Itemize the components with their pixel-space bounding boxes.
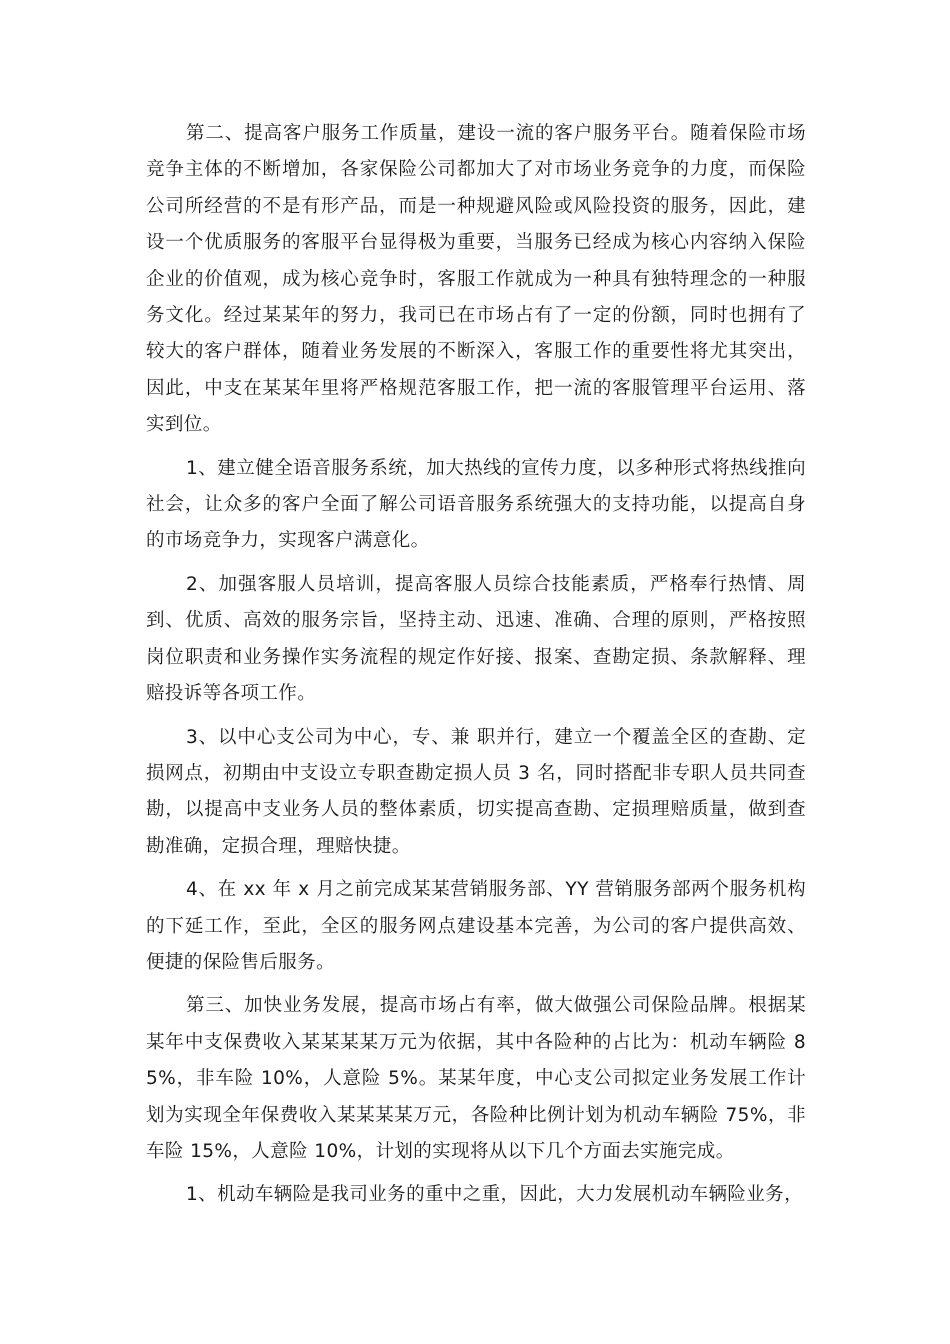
- paragraph-voice-system: 1、建立健全语音服务系统，加大热线的宣传力度，以多种形式将热线推向社会，让众多的客户全面了解公司语音服务系统强大的支持功能，以提高自身的市场竞争力，实现客户满意化。: [146, 457, 806, 552]
- paragraph-business-growth: 第三、加快业务发展，提高市场占有率，做大做强公司保险品牌。根据某某年中支保费收入某某某某万元为依据，其中各险种的占比为：机动车辆险 85%，非车险 10%，人意险 5%。某某年度，中心支公司拟定业务发展工作计划为实现全年保费收入某某某某万元，各险种比例计划为机动车辆险 75%，非车险 15%，人意险 10%，计划的实现将从以下几个方面去实施完成。: [146, 995, 806, 1162]
- paragraph-motor-insurance: 1、机动车辆险是我司业务的重中之重，因此，大力发展机动车辆险业务，: [186, 1184, 803, 1206]
- paragraph-service-quality: 第二、提高客户服务工作质量，建设一流的客户服务平台。随着保险市场竞争主体的不断增加，各家保险公司都加大了对市场业务竞争的力度，而保险公司所经营的不是有形产品，而是一种规避风险或风险投资的服务，因此，建设一个优质服务的客服平台显得极为重要，当服务已经成为核心内容纳入保险企业的价值观，成为核心竞争时，客服工作就成为一种具有独特理念的一种服务文化。经过某某年的努力，我司已在市场占有了一定的份额，同时也拥有了较大的客户群体，随着业务发展的不断深入，客服工作的重要性将尤其突出，因此，中支在某某年里将严格规范客服工作，把一流的客服管理平台运用、落实到位。: [146, 123, 806, 436]
- paragraph-service-outlets: 4、在 xx 年 x 月之前完成某某营销服务部、YY 营销服务部两个服务机构的下延工作，至此，全区的服务网点建设基本完善，为公司的客户提供高效、便捷的保险售后服务。: [146, 879, 806, 973]
- paragraph-survey-network: 3、以中心支公司为中心，专、兼 职并行，建立一个覆盖全区的查勘、定损网点，初期由中支设立专职查勘定损人员 3 名，同时搭配非专职人员共同查勘，以提高中支业务人员的整体素质，切实提高查勘、定损理赔质量，做到查勘准确，定损合理，理赔快捷。: [146, 726, 806, 857]
- paragraph-staff-training: 2、加强客服人员培训，提高客服人员综合技能素质，严格奉行热情、周到、优质、高效的服务宗旨，坚持主动、迅速、准确、合理的原则，严格按照岗位职责和业务操作实务流程的规定作好接、报案、查勘定损、条款解释、理赔投诉等各项工作。: [146, 573, 806, 705]
- document-body: [146, 116, 806, 1221]
